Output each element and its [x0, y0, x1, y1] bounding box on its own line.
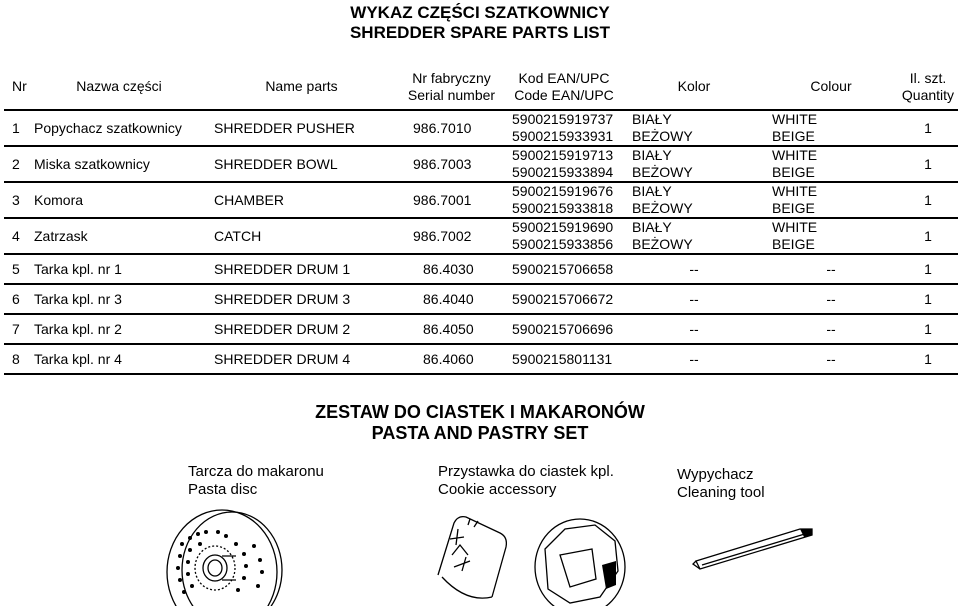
table-row: [4, 284, 958, 314]
cell-serial: 986.7002: [399, 218, 504, 254]
cell-ean: 5900215706672: [504, 284, 624, 314]
header-name-pl: Nazwa części: [76, 78, 162, 94]
cell-kolor-2: BEŻOWY: [632, 236, 693, 252]
cell-colour: --: [764, 344, 898, 374]
cell-nr: 8: [4, 344, 34, 374]
document-title-pl: WYKAZ CZĘŚCI SZATKOWNICY: [350, 3, 610, 22]
header-ean: [504, 64, 624, 110]
cell-colour: [764, 182, 898, 218]
cell-qty: 1: [898, 110, 958, 146]
caption-pasta-disc: [188, 463, 324, 499]
document-title-en: SHREDDER SPARE PARTS LIST: [349, 23, 611, 42]
table-row: [4, 314, 958, 344]
cell-serial: 986.7010: [399, 110, 504, 146]
cookie-shaper-base: [442, 577, 492, 598]
header-ean-pl: Kod EAN/UPC: [518, 69, 610, 86]
disc-hub-inner: [208, 560, 222, 576]
cell-qty: 1: [898, 254, 958, 284]
cell-name-en: SHREDDER BOWL: [204, 146, 399, 182]
cell-ean: [504, 146, 624, 182]
table-row: [4, 344, 958, 374]
cell-serial: 86.4040: [399, 284, 504, 314]
header-ean-en: Code EAN/UPC: [514, 86, 614, 103]
cell-name-pl: Tarka kpl. nr 3: [34, 284, 204, 314]
cell-qty: 1: [898, 344, 958, 374]
cell-ean: [504, 218, 624, 254]
cell-kolor-1: BIAŁY: [632, 147, 672, 163]
cell-colour-2: BEIGE: [772, 128, 815, 144]
cell-qty: 1: [898, 284, 958, 314]
header-colour: Colour: [810, 78, 852, 94]
cell-name-en: SHREDDER DRUM 2: [204, 314, 399, 344]
cell-ean-white: 5900215919713: [512, 147, 614, 163]
caption-cookie-accessory-en: Cookie accessory: [438, 481, 557, 498]
cell-ean-white: 5900215919690: [512, 219, 614, 235]
cell-ean-beige: 5900215933818: [512, 200, 614, 216]
caption-cleaning-tool: [677, 466, 765, 502]
cell-colour: --: [764, 314, 898, 344]
cell-name-pl: Tarka kpl. nr 4: [34, 344, 204, 374]
caption-pasta-disc-pl: Tarcza do makaronu: [188, 463, 324, 480]
header-serial: [399, 64, 504, 110]
header-qty-pl: Il. szt.: [909, 69, 947, 86]
cell-nr: 2: [4, 146, 34, 182]
caption-cleaning-tool-en: Cleaning tool: [677, 484, 765, 501]
cell-name-en: SHREDDER DRUM 1: [204, 254, 399, 284]
cell-serial: 86.4050: [399, 314, 504, 344]
header-nr: Nr: [12, 78, 27, 94]
header-qty-en: Quantity: [901, 86, 955, 103]
disc-hub-outer: [203, 555, 227, 581]
cell-colour: [764, 218, 898, 254]
header-serial-pl: Nr fabryczny: [412, 69, 491, 86]
cookie-disc-window: [560, 549, 596, 587]
cell-ean: [504, 182, 624, 218]
cell-nr: 5: [4, 254, 34, 284]
cookie-shaper-body: [438, 517, 506, 597]
cell-kolor-2: BEŻOWY: [632, 200, 693, 216]
cookie-accessory-drawing: [420, 505, 630, 606]
cell-name-pl: Zatrzask: [34, 218, 204, 254]
table-row: [4, 146, 958, 182]
cell-nr: 6: [4, 284, 34, 314]
cell-colour-2: BEIGE: [772, 200, 815, 216]
set-title-en: PASTA AND PASTRY SET: [371, 423, 589, 443]
table-row: [4, 110, 958, 146]
table-row: [4, 254, 958, 284]
cell-name-en: SHREDDER PUSHER: [204, 110, 399, 146]
cell-colour-1: WHITE: [772, 111, 818, 127]
table-row: [4, 182, 958, 218]
cell-ean: 5900215706696: [504, 314, 624, 344]
cell-ean-beige: 5900215933894: [512, 164, 614, 180]
cell-ean-white: 5900215919676: [512, 183, 614, 199]
cell-ean: 5900215706658: [504, 254, 624, 284]
cell-name-pl: Komora: [34, 182, 204, 218]
cell-kolor: [624, 146, 764, 182]
cell-ean-beige: 5900215933931: [512, 128, 614, 144]
cookie-shape-markings: [450, 529, 470, 571]
pasta-disc-drawing: [160, 500, 300, 606]
cell-kolor: [624, 218, 764, 254]
cell-name-pl: Popychacz szatkownicy: [34, 110, 204, 146]
cell-serial: 986.7001: [399, 182, 504, 218]
disc-face: [182, 512, 282, 606]
cell-kolor: --: [624, 284, 764, 314]
cell-name-pl: Tarka kpl. nr 2: [34, 314, 204, 344]
cookie-disc-slot: [602, 561, 616, 589]
cell-serial: 86.4060: [399, 344, 504, 374]
caption-cookie-accessory-pl: Przystawka do ciastek kpl.: [438, 463, 614, 480]
cell-kolor-1: BIAŁY: [632, 183, 672, 199]
cell-ean: 5900215801131: [504, 344, 624, 374]
cell-colour: [764, 110, 898, 146]
cell-colour: --: [764, 284, 898, 314]
caption-pasta-disc-en: Pasta disc: [188, 481, 258, 498]
caption-cleaning-tool-pl: Wypychacz: [677, 466, 754, 483]
cell-name-en: CATCH: [204, 218, 399, 254]
cell-qty: 1: [898, 314, 958, 344]
cell-kolor-2: BEŻOWY: [632, 164, 693, 180]
cell-qty: 1: [898, 146, 958, 182]
cell-kolor-2: BEŻOWY: [632, 128, 693, 144]
cell-serial: 86.4030: [399, 254, 504, 284]
cell-qty: 1: [898, 218, 958, 254]
cell-colour-1: WHITE: [772, 147, 818, 163]
cell-kolor: [624, 110, 764, 146]
cell-colour: [764, 146, 898, 182]
caption-cookie-accessory: [438, 463, 614, 499]
header-serial-en: Serial number: [407, 86, 496, 103]
table-row: [4, 218, 958, 254]
cell-colour-2: BEIGE: [772, 164, 815, 180]
cell-nr: 7: [4, 314, 34, 344]
cell-ean-beige: 5900215933856: [512, 236, 614, 252]
cell-nr: 3: [4, 182, 34, 218]
header-qty: [898, 64, 958, 110]
disc-hole-ring: [195, 546, 235, 590]
cell-kolor-1: BIAŁY: [632, 219, 672, 235]
cell-kolor-1: BIAŁY: [632, 111, 672, 127]
cell-nr: 4: [4, 218, 34, 254]
cell-serial: 986.7003: [399, 146, 504, 182]
header-name-en: Name parts: [265, 78, 338, 94]
cell-kolor: --: [624, 314, 764, 344]
parts-table: [4, 64, 958, 375]
cell-nr: 1: [4, 110, 34, 146]
cell-name-en: SHREDDER DRUM 3: [204, 284, 399, 314]
cell-kolor: [624, 182, 764, 218]
cell-name-pl: Miska szatkownicy: [34, 146, 204, 182]
cell-colour-2: BEIGE: [772, 236, 815, 252]
cleaning-tool-edge: [702, 533, 808, 565]
cell-kolor: --: [624, 344, 764, 374]
cell-name-en: CHAMBER: [204, 182, 399, 218]
cleaning-tool-drawing: [690, 515, 820, 575]
cell-colour-1: WHITE: [772, 219, 818, 235]
cell-kolor: --: [624, 254, 764, 284]
cell-qty: 1: [898, 182, 958, 218]
cell-ean: [504, 110, 624, 146]
cell-colour-1: WHITE: [772, 183, 818, 199]
table-header-row: [4, 64, 958, 110]
set-title-pl: ZESTAW DO CIASTEK I MAKARONÓW: [315, 402, 645, 422]
cell-ean-white: 5900215919737: [512, 111, 614, 127]
cell-name-pl: Tarka kpl. nr 1: [34, 254, 204, 284]
cell-colour: --: [764, 254, 898, 284]
header-kolor: Kolor: [677, 78, 711, 94]
cell-name-en: SHREDDER DRUM 4: [204, 344, 399, 374]
